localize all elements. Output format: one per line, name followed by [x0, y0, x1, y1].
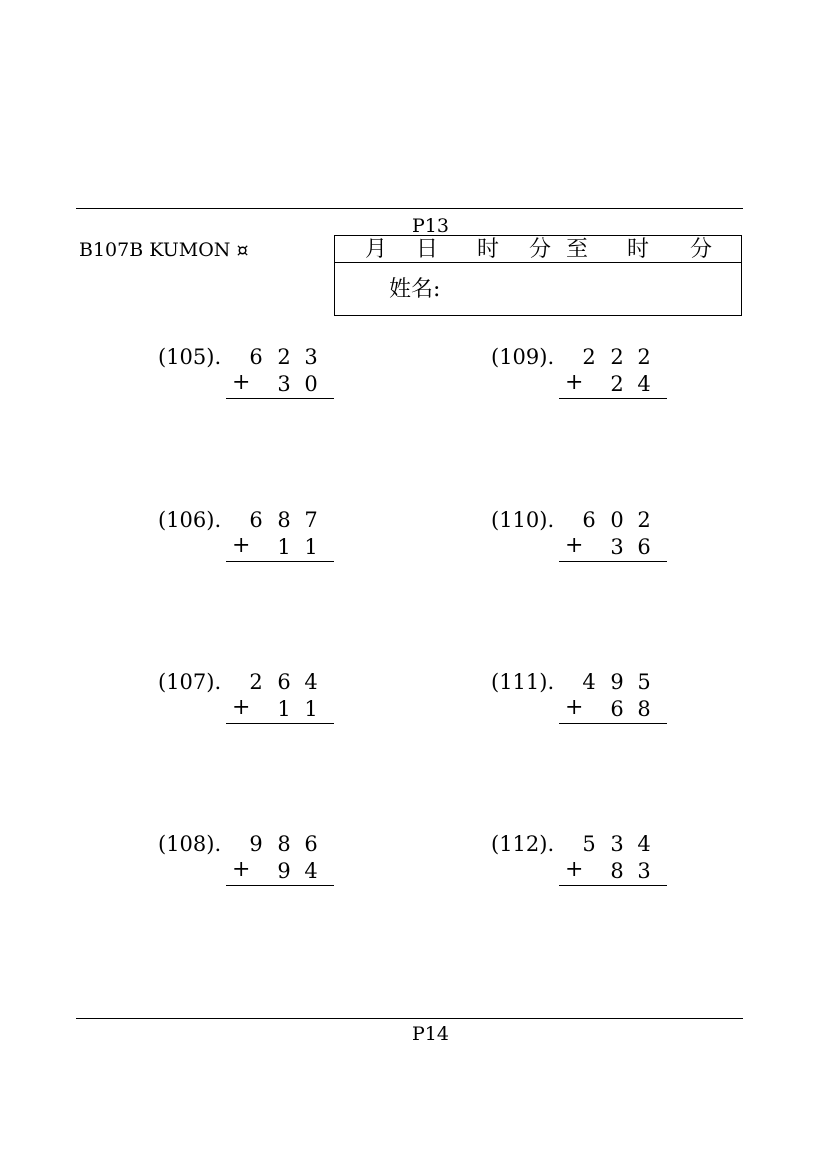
top-digit-ones: 3 [304, 345, 318, 369]
bottom-digit-ones: 8 [637, 697, 651, 721]
problem-110 [491, 507, 751, 567]
plus-sign: + [565, 695, 584, 720]
answer-underline [226, 561, 334, 562]
problem-112 [491, 831, 751, 891]
top-digit-tens: 9 [610, 670, 624, 694]
problem-label: (105). [158, 345, 222, 369]
top-digit-ones: 6 [304, 832, 318, 856]
bottom-digit-ones: 6 [637, 535, 651, 559]
bottom-digit-ones: 3 [637, 859, 651, 883]
top-digit-tens: 2 [277, 345, 291, 369]
top-digit-hundreds: 2 [249, 670, 263, 694]
problem-107 [158, 669, 418, 729]
top-digit-tens: 3 [610, 832, 624, 856]
plus-sign: + [565, 370, 584, 395]
problem-106 [158, 507, 418, 567]
bottom-digit-tens: 1 [277, 697, 291, 721]
top-digit-tens: 8 [277, 832, 291, 856]
plus-sign: + [232, 695, 251, 720]
problem-111 [491, 669, 751, 729]
problem-105 [158, 344, 418, 404]
page-number-bottom: P14 [412, 1023, 449, 1045]
top-digit-ones: 7 [304, 508, 318, 532]
worksheet-code: B107B KUMON ¤ [79, 239, 249, 261]
plus-sign: + [232, 370, 251, 395]
top-digit-ones: 4 [637, 832, 651, 856]
problem-label: (109). [491, 345, 555, 369]
plus-sign: + [565, 533, 584, 558]
top-digit-tens: 0 [610, 508, 624, 532]
bottom-digit-ones: 4 [637, 372, 651, 396]
bottom-digit-tens: 1 [277, 535, 291, 559]
bottom-digit-tens: 8 [610, 859, 624, 883]
plus-sign: + [232, 857, 251, 882]
hour-label-end: 时 [627, 237, 650, 262]
top-digit-hundreds: 6 [249, 345, 263, 369]
bottom-digit-tens: 2 [610, 372, 624, 396]
top-digit-ones: 4 [304, 670, 318, 694]
plus-sign: + [232, 533, 251, 558]
bottom-digit-ones: 0 [304, 372, 318, 396]
problem-108 [158, 831, 418, 891]
answer-underline [226, 398, 334, 399]
top-digit-hundreds: 5 [582, 832, 596, 856]
answer-underline [559, 398, 667, 399]
bottom-digit-ones: 1 [304, 535, 318, 559]
top-rule [76, 208, 743, 209]
answer-underline [559, 723, 667, 724]
bottom-digit-tens: 6 [610, 697, 624, 721]
top-digit-ones: 2 [637, 508, 651, 532]
top-digit-tens: 2 [610, 345, 624, 369]
bottom-digit-ones: 4 [304, 859, 318, 883]
answer-underline [559, 885, 667, 886]
bottom-rule [76, 1018, 743, 1019]
date-row [335, 236, 741, 263]
bottom-digit-tens: 3 [610, 535, 624, 559]
top-digit-tens: 8 [277, 508, 291, 532]
answer-underline [226, 723, 334, 724]
problem-label: (106). [158, 508, 222, 532]
problem-label: (108). [158, 832, 222, 856]
top-digit-ones: 5 [637, 670, 651, 694]
problem-label: (110). [491, 508, 555, 532]
top-digit-hundreds: 4 [582, 670, 596, 694]
answer-underline [226, 885, 334, 886]
plus-sign: + [565, 857, 584, 882]
problem-label: (111). [491, 670, 555, 694]
top-digit-hundreds: 6 [582, 508, 596, 532]
problem-label: (107). [158, 670, 222, 694]
minute-label-start: 分 [529, 237, 552, 262]
top-digit-hundreds: 6 [249, 508, 263, 532]
top-digit-ones: 2 [637, 345, 651, 369]
name-label: 姓名: [389, 277, 441, 302]
top-digit-hundreds: 2 [582, 345, 596, 369]
top-digit-hundreds: 9 [249, 832, 263, 856]
date-name-box [334, 235, 742, 316]
minute-label-end: 分 [690, 237, 713, 262]
bottom-digit-ones: 1 [304, 697, 318, 721]
to-label: 至 [566, 237, 589, 262]
problem-109 [491, 344, 751, 404]
answer-underline [559, 561, 667, 562]
bottom-digit-tens: 9 [277, 859, 291, 883]
page-number-top: P13 [412, 215, 449, 237]
day-label: 日 [416, 237, 439, 262]
problem-label: (112). [491, 832, 555, 856]
bottom-digit-tens: 3 [277, 372, 291, 396]
hour-label-start: 时 [477, 237, 500, 262]
month-label: 月 [365, 237, 388, 262]
top-digit-tens: 6 [277, 670, 291, 694]
